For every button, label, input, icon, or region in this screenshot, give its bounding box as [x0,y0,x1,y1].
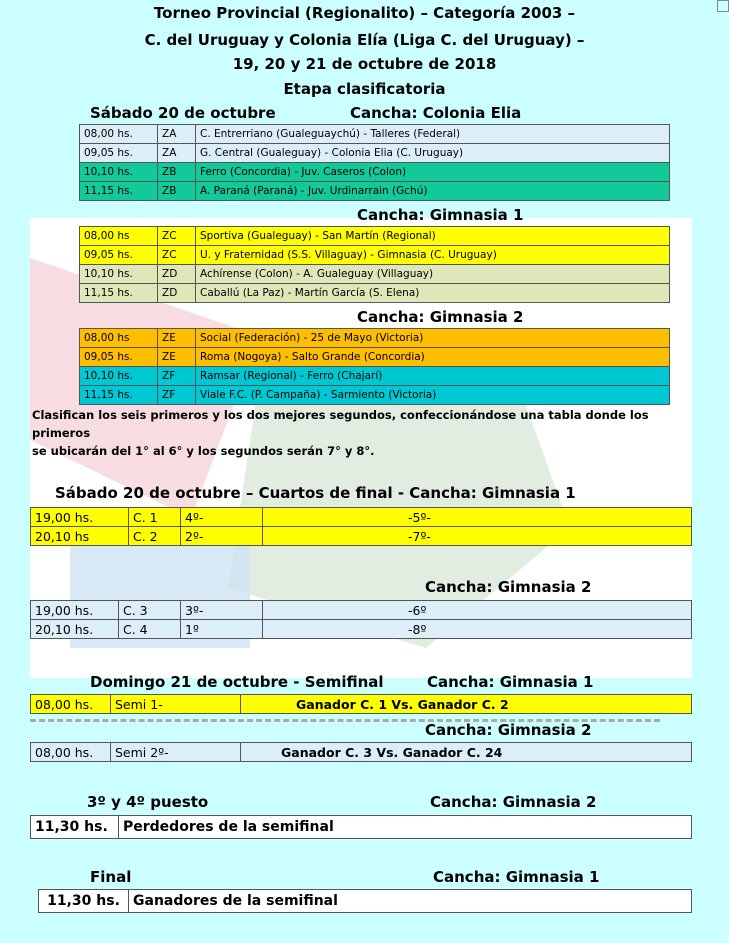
table-row: 08,00 hs. Semi 2º- Ganador C. 3 Vs. Ganador C. 24 [31,743,692,762]
table-row: 10,10 hs. ZF Ramsar (Regional) - Ferro (Chajarí) [80,367,670,386]
title-line-3: 19, 20 y 21 de octubre de 2018 [232,55,497,73]
stage1-day: Sábado 20 de octubre [90,104,276,122]
table-row: 19,00 hs. C. 3 3º- -6º [31,601,692,620]
third-place-heading: 3º y 4º puesto [87,793,209,811]
table-row: 08,00 hs ZE Social (Federación) - 25 de Mayo (Victoria) [80,329,670,348]
title-line-4: Etapa clasificatoria [283,80,446,98]
table-row: 09,05 hs. ZE Roma (Nogoya) - Salto Grande (Concordia) [80,348,670,367]
table-quarters-g2 [30,600,692,639]
table-row: 19,00 hs. C. 1 4º- -5º- [31,508,692,527]
table-row: 11,15 hs. ZB A. Paraná (Paraná) - Juv. Urdinarrain (Gchú) [80,182,670,201]
quarters-heading: Sábado 20 de octubre – Cuartos de final - Cancha: Gimnasia 1 [55,484,576,502]
cancha-g2-heading: Cancha: Gimnasia 2 [357,308,524,326]
table-gimnasia1 [79,226,670,303]
semis-cancha-g1-heading: Cancha: Gimnasia 1 [427,673,594,691]
table-quarters-g1 [30,507,692,546]
table-third-place [30,815,692,839]
table-row: 11,15 hs. ZD Caballú (La Paz) - Martín García (S. Elena) [80,284,670,303]
table-row: 20,10 hs C. 2 2º- -7º- [31,527,692,546]
semis-heading: Domingo 21 de octubre - Semifinal [90,673,384,691]
table-row: 11,30 hs. Ganadores de la semifinal [39,890,692,913]
table-row: 20,10 hs. C. 4 1º -8º [31,620,692,639]
cancha-colonia-heading: Cancha: Colonia Elia [350,104,522,122]
table-final [38,889,692,913]
table-row: 10,10 hs. ZD Achírense (Colon) - A. Gualeguay (Villaguay) [80,265,670,284]
table-row: 10,10 hs. ZB Ferro (Concordia) - Juv. Caseros (Colon) [80,163,670,182]
table-row: 08,00 hs. ZA C. Entrerriano (Gualeguaychú) - Talleres (Federal) [80,125,670,144]
corner-box [717,0,729,12]
table-semi-g2 [30,742,692,762]
table-row: 09,05 hs. ZA G. Central (Gualeguay) - Colonia Elia (C. Uruguay) [80,144,670,163]
table-row: 08,00 hs ZC Sportiva (Gualeguay) - San Martín (Regional) [80,227,670,246]
table-row: 11,30 hs. Perdedores de la semifinal [31,816,692,839]
third-place-cancha-heading: Cancha: Gimnasia 2 [430,793,597,811]
table-row: 11,15 hs. ZF Viale F.C. (P. Campaña) - Sarmiento (Victoria) [80,386,670,405]
cancha-g1-heading: Cancha: Gimnasia 1 [357,206,524,224]
title-line-2: C. del Uruguay y Colonia Elía (Liga C. del Uruguay) – [144,31,585,49]
semis-cancha-g2-heading: Cancha: Gimnasia 2 [425,721,592,739]
table-row: 09,05 hs. ZC U. y Fraternidad (S.S. Villaguay) - Gimnasia (C. Uruguay) [80,246,670,265]
table-colonia [79,124,670,201]
table-semi-g1 [30,694,692,714]
table-gimnasia2 [79,328,670,405]
final-cancha-heading: Cancha: Gimnasia 1 [433,868,600,886]
classification-note: Clasifican los seis primeros y los dos mejores segundos, confeccionándose una tabla donde los primeros se ubicarán del 1° al 6° y los segundos serán 7° y 8°. [32,408,649,458]
title-line-1: Torneo Provincial (Regionalito) – Categoría 2003 – [153,4,576,22]
table-row: 08,00 hs. Semi 1- Ganador C. 1 Vs. Ganador C. 2 [31,695,692,714]
quarters-cancha-g2-heading: Cancha: Gimnasia 2 [425,578,592,596]
final-heading: Final [90,868,132,886]
